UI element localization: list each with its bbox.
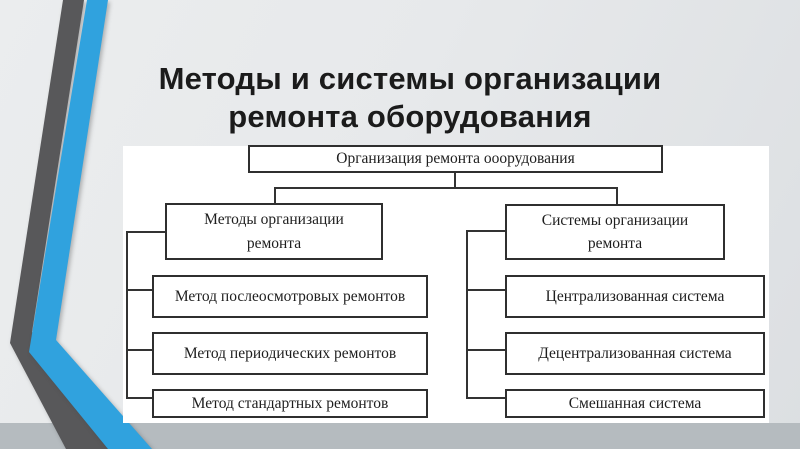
connector-root-drop [454,173,456,188]
system-box-1: Централизованная система [505,275,765,318]
left-rail [126,231,128,399]
method-box-3: Метод стандартных ремонтов [152,389,428,418]
right-rail [466,230,468,399]
branch-header-methods [165,203,383,260]
diagram-root-box: Организация ремонта ооорудования [248,145,663,173]
system-box-3: Смешанная система [505,389,765,418]
right-child-stub-2 [466,349,507,351]
left-child-stub-2 [126,349,154,351]
left-child-stub-3 [126,397,154,399]
right-child-stub-1 [466,289,507,291]
slide-title-line2: ремонта оборудования [228,98,592,134]
method-box-1: Метод послеосмотровых ремонтов [152,275,428,318]
connector-right-header-drop [616,189,618,205]
connector-branch-bar [274,187,618,189]
connector-left-header-drop [274,189,276,203]
left-child-stub-1 [126,289,154,291]
right-child-stub-3 [466,397,507,399]
branch-header-methods-label: Методы организации ремонта [204,211,344,252]
branch-header-systems [505,204,725,260]
method-box-2: Метод периодических ремонтов [152,332,428,375]
slide-title [60,60,760,136]
slide-title-line1: Методы и системы организации [158,61,662,96]
branch-header-systems-label: Системы организации ремонта [541,211,689,252]
left-header-stub [126,231,167,233]
right-header-stub [466,230,507,232]
system-box-2: Децентрализованная система [505,332,765,375]
